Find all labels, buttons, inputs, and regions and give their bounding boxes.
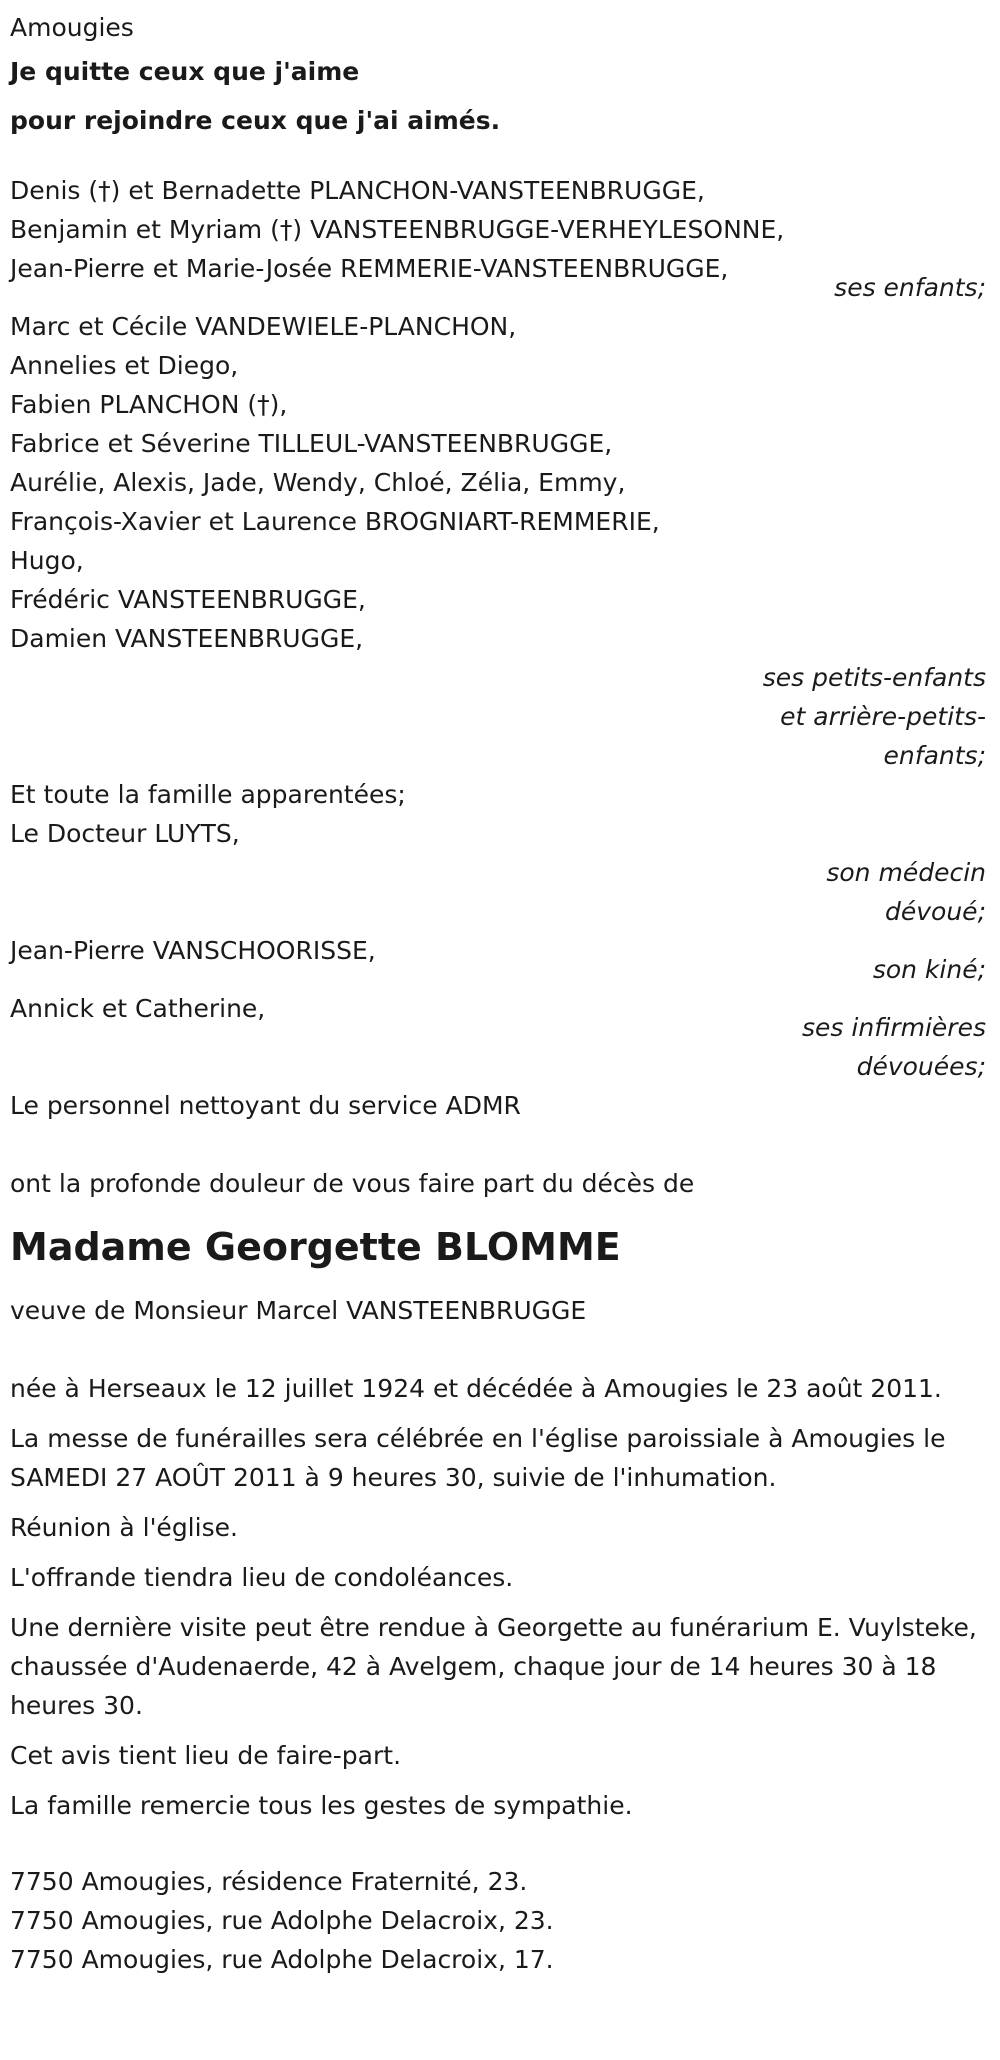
grandchildren-role-line-2: et arrière-petits- bbox=[780, 702, 986, 731]
deceased-name: Madame Georgette BLOMME bbox=[10, 1225, 621, 1269]
notice-paragraph: Cet avis tient lieu de faire-part. bbox=[10, 1741, 402, 1770]
thanks-paragraph: La famille remercie tous les gestes de sympathie. bbox=[10, 1791, 633, 1820]
town-name: Amougies bbox=[10, 13, 134, 42]
address-line: 7750 Amougies, rue Adolphe Delacroix, 17. bbox=[10, 1945, 554, 1974]
obituary-notice bbox=[10, 8, 988, 1979]
announcement-line: ont la profonde douleur de vous faire part du décès de bbox=[10, 1169, 695, 1198]
spacer bbox=[10, 145, 988, 171]
spacer bbox=[10, 1836, 988, 1862]
funeral-mass-paragraph: La messe de funérailles sera célébrée en l'église paroissiale à Amougies le SAMEDI 27 AOÛT 2011 à 9 heures 30, suivie de l'inhumation. bbox=[10, 1424, 946, 1492]
addresses-block bbox=[10, 1862, 988, 1979]
grandchild-entry: Aurélie, Alexis, Jade, Wendy, Chloé, Zélia, Emmy, bbox=[10, 468, 626, 497]
grandchildren-role-line-1: ses petits-enfants bbox=[762, 663, 986, 692]
child-entry: Benjamin et Myriam (†) VANSTEENBRUGGE-VERHEYLESONNE, bbox=[10, 215, 785, 244]
grandchild-entry: Frédéric VANSTEENBRUGGE, bbox=[10, 585, 366, 614]
quote-line-2: pour rejoindre ceux que j'ai aimés. bbox=[10, 106, 501, 135]
grandchildren-block bbox=[10, 307, 988, 775]
grandchildren-role-line-3: enfants; bbox=[883, 741, 986, 770]
doctor-role-line-1: son médecin bbox=[826, 858, 986, 887]
nurses-role-line-1: ses infirmières bbox=[802, 1013, 986, 1042]
child-entry: Jean-Pierre et Marie-Josée REMMERIE-VANSTEENBRUGGE, bbox=[10, 254, 729, 283]
grandchild-entry: Annelies et Diego, bbox=[10, 351, 239, 380]
quote-line-1: Je quitte ceux que j'aime bbox=[10, 57, 360, 86]
grandchild-entry: Marc et Cécile VANDEWIELE-PLANCHON, bbox=[10, 312, 517, 341]
physio-line: Jean-Pierre VANSCHOORISSE, bbox=[10, 936, 376, 965]
nurses-line: Annick et Catherine, bbox=[10, 994, 266, 1023]
address-line: 7750 Amougies, rue Adolphe Delacroix, 23. bbox=[10, 1906, 554, 1935]
address-line: 7750 Amougies, résidence Fraternité, 23. bbox=[10, 1867, 528, 1896]
physio-role: son kiné; bbox=[872, 955, 986, 984]
staff-line: Le personnel nettoyant du service ADMR bbox=[10, 1091, 521, 1120]
spacer bbox=[10, 1330, 988, 1369]
grandchild-entry: Fabien PLANCHON (†), bbox=[10, 390, 288, 419]
widow-of-line: veuve de Monsieur Marcel VANSTEENBRUGGE bbox=[10, 1296, 587, 1325]
spacer bbox=[10, 1125, 988, 1164]
nurses-role-line-2: dévouées; bbox=[856, 1052, 986, 1081]
doctor-line: Le Docteur LUYTS, bbox=[10, 819, 240, 848]
meeting-paragraph: Réunion à l'église. bbox=[10, 1513, 238, 1542]
children-role: ses enfants; bbox=[834, 273, 986, 302]
doctor-role-line-2: dévoué; bbox=[885, 897, 986, 926]
children-block bbox=[10, 171, 988, 307]
child-entry: Denis (†) et Bernadette PLANCHON-VANSTEENBRUGGE, bbox=[10, 176, 705, 205]
offering-paragraph: L'offrande tiendra lieu de condoléances. bbox=[10, 1563, 514, 1592]
visit-paragraph: Une dernière visite peut être rendue à Georgette au funérarium E. Vuylsteke, chaussée d'Audenaerde, 42 à Avelgem, chaque jour de 14 heures 30 à 18 heures 30. bbox=[10, 1613, 977, 1720]
grandchild-entry: Fabrice et Séverine TILLEUL-VANSTEENBRUGGE, bbox=[10, 429, 613, 458]
grandchild-entry: Damien VANSTEENBRUGGE, bbox=[10, 624, 364, 653]
birth-death-paragraph: née à Herseaux le 12 juillet 1924 et décédée à Amougies le 23 août 2011. bbox=[10, 1374, 942, 1403]
grandchild-entry: Hugo, bbox=[10, 546, 84, 575]
family-line: Et toute la famille apparentées; bbox=[10, 780, 406, 809]
details-block bbox=[10, 1369, 988, 1825]
grandchild-entry: François-Xavier et Laurence BROGNIART-REMMERIE, bbox=[10, 507, 660, 536]
